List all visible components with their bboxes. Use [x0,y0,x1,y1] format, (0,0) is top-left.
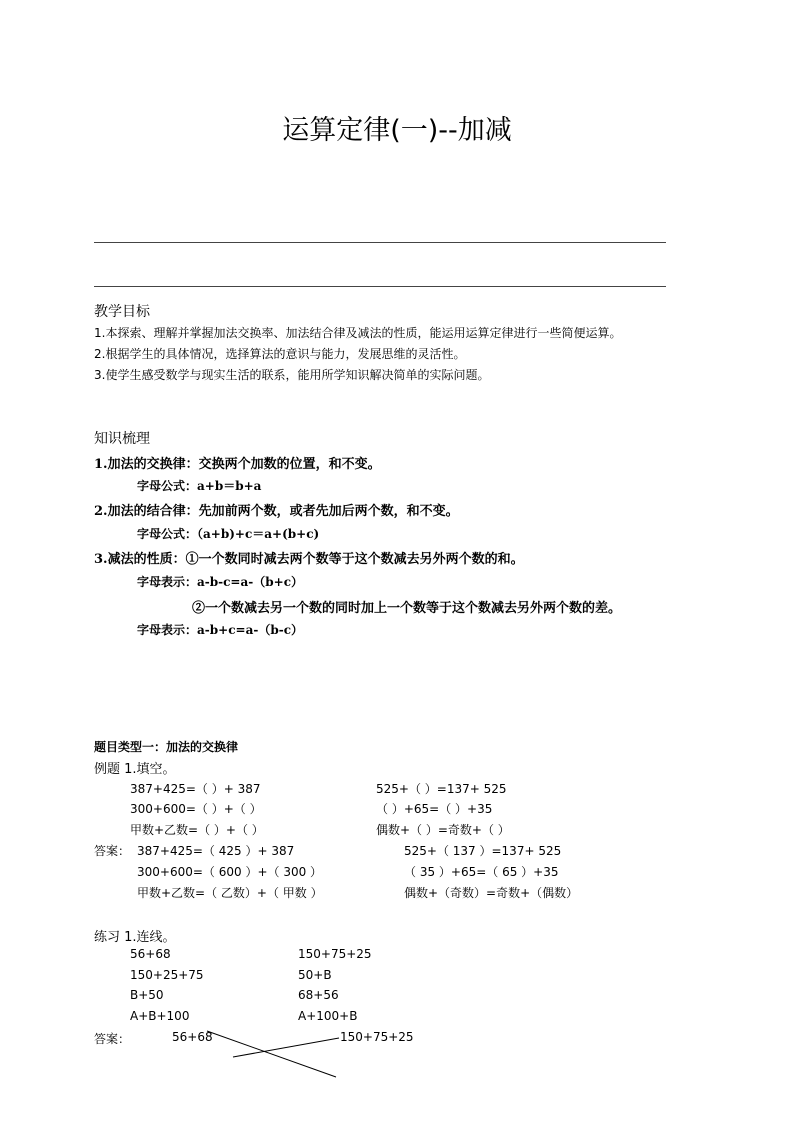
answer-1-right: 525+（ 137 ）=137+ 525 [404,844,562,858]
practice-label: 练习 1.连线。 [94,930,176,945]
right-item-3: 68+56 [298,988,339,1002]
right-item-1: 150+75+25 [298,947,372,961]
answer-label: 答案： [94,844,131,858]
answer-left-item: 56+68 [172,1030,213,1044]
question-2-right: （ ）+65=（ ）+35 [376,802,493,816]
objective-item-2: 2.根据学生的具体情况，选择算法的意识与能力，发展思维的灵活性。 [94,347,466,361]
addition-associative-law: 2.加法的结合律：先加前两个数，或者先加后两个数，和不变。 [94,504,459,519]
left-item-2: 150+25+75 [130,968,204,982]
answer-1-left: 387+425=（ 425 ）+ 387 [137,844,295,858]
left-item-3: B+50 [130,988,164,1002]
answer-2-left: 300+600=（ 600 ）+（ 300 ） [137,865,323,879]
right-item-4: A+100+B [298,1009,358,1023]
answer-3-right: 偶数+（奇数）=奇数+（偶数） [404,886,579,900]
objective-item-3: 3.使学生感受数学与现实生活的联系，能用所学知识解决简单的实际问题。 [94,368,490,382]
answer-right-item: 150+75+25 [340,1030,414,1044]
question-1-right: 525+（ ）=137+ 525 [376,782,507,796]
left-item-1: 56+68 [130,947,171,961]
right-item-2: 50+B [298,968,332,982]
question-2-left: 300+600=（ ）+（ ） [130,802,262,816]
question-3-left: 甲数+乙数=（ ）+（ ） [130,823,264,837]
commutative-formula: 字母公式：a+b＝b+a [137,479,262,493]
question-3-right: 偶数+（ ）=奇数+（ ） [376,823,510,837]
example-label: 例题 1.填空。 [94,762,176,777]
type1-heading: 题目类型一：加法的交换律 [94,740,239,754]
subtraction-formula-1: 字母表示：a-b-c=a-（b+c） [137,575,303,589]
page-title: 运算定律(一)--加减 [282,115,512,146]
answer-2-right: （ 35 ）+65=（ 65 ）+35 [404,865,559,879]
objective-item-1: 1.本探索、理解并掌握加法交换率、加法结合律及减法的性质，能运用运算定律进行一些简便运算。 [94,326,622,340]
answer-3-left: 甲数+乙数=（ 乙数）+（ 甲数 ） [137,886,323,900]
matching-line [207,1031,336,1077]
addition-commutative-law: 1.加法的交换律：交换两个加数的位置，和不变。 [94,457,381,472]
practice-answer-label: 答案： [94,1032,131,1046]
question-1-left: 387+425=（ ）+ 387 [130,782,261,796]
subtraction-property: 3.减法的性质：①一个数同时减去两个数等于这个数减去另外两个数的和。 [94,552,524,567]
left-item-4: A+B+100 [130,1009,190,1023]
knowledge-heading: 知识梳理 [94,431,150,447]
subtraction-property-2: ②一个数减去另一个数的同时加上一个数等于这个数减去另外两个数的差。 [192,601,622,616]
objectives-heading: 教学目标 [94,304,150,320]
subtraction-formula-2: 字母表示：a-b+c=a-（b-c） [137,623,303,637]
associative-formula: 字母公式：（a+b)+c＝a+(b+c) [137,527,320,541]
matching-line [233,1038,339,1057]
